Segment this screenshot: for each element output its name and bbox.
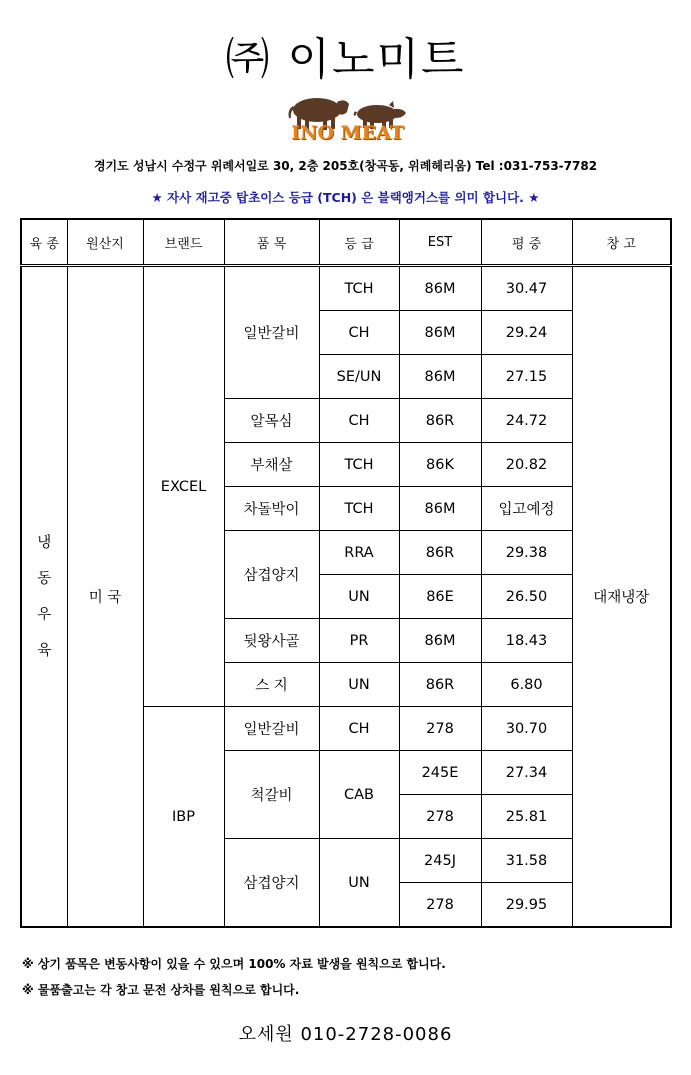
est-cell: 86R bbox=[399, 399, 481, 443]
item-cell: 일반갈비 bbox=[224, 707, 319, 751]
item-cell: 차돌박이 bbox=[224, 487, 319, 531]
weight-cell: 30.47 bbox=[481, 266, 572, 311]
warehouse-cell: 대재냉장 bbox=[572, 266, 671, 928]
weight-cell: 30.70 bbox=[481, 707, 572, 751]
item-cell: 척갈비 bbox=[224, 751, 319, 839]
weight-cell: 31.58 bbox=[481, 839, 572, 883]
grade-cell: CAB bbox=[319, 751, 399, 839]
weight-cell: 18.43 bbox=[481, 619, 572, 663]
table-header-row bbox=[21, 219, 671, 266]
origin-cell: 미 국 bbox=[67, 266, 143, 928]
item-cell: 뒷왕사골 bbox=[224, 619, 319, 663]
weight-cell: 25.81 bbox=[481, 795, 572, 839]
est-cell: 278 bbox=[399, 707, 481, 751]
header-warehouse: 창 고 bbox=[572, 219, 671, 266]
grade-cell: CH bbox=[319, 707, 399, 751]
meat-type-char: 동 bbox=[37, 570, 52, 587]
grade-cell: TCH bbox=[319, 487, 399, 531]
est-cell: 86M bbox=[399, 487, 481, 531]
grade-cell: RRA bbox=[319, 531, 399, 575]
grade-cell: PR bbox=[319, 619, 399, 663]
est-cell: 86M bbox=[399, 266, 481, 311]
footnote: ※ 물품출고는 각 창고 문전 상차를 원칙으로 합니다. bbox=[22, 983, 300, 997]
footnote: ※ 상기 품목은 변동사항이 있을 수 있으며 100% 자료 발생을 원칙으로 합니다. bbox=[22, 957, 446, 971]
company-title: ㈜ 이노미트 bbox=[225, 34, 466, 85]
header-grade: 등 급 bbox=[319, 219, 399, 266]
weight-cell: 27.15 bbox=[481, 355, 572, 399]
grade-cell: CH bbox=[319, 311, 399, 355]
item-cell: 삼겹양지 bbox=[224, 839, 319, 928]
weight-cell: 29.95 bbox=[481, 883, 572, 928]
weight-cell: 입고예정 bbox=[481, 487, 572, 531]
meat-type-cell bbox=[21, 266, 67, 928]
contact-info: 오세원 010-2728-0086 bbox=[238, 1024, 453, 1045]
est-cell: 86M bbox=[399, 355, 481, 399]
meat-type-char: 육 bbox=[37, 642, 52, 659]
notice-text: ★ 자사 재고중 탑초이스 등급 (TCH) 은 블랙앵거스를 의미 합니다. ★ bbox=[151, 190, 540, 205]
grade-cell: CH bbox=[319, 399, 399, 443]
est-cell: 86R bbox=[399, 531, 481, 575]
est-cell: 245J bbox=[399, 839, 481, 883]
meat-type-char: 우 bbox=[37, 606, 52, 623]
est-cell: 245E bbox=[399, 751, 481, 795]
item-cell: 일반갈비 bbox=[224, 266, 319, 399]
brand-cell: EXCEL bbox=[143, 266, 224, 707]
grade-cell: UN bbox=[319, 663, 399, 707]
weight-cell: 24.72 bbox=[481, 399, 572, 443]
header-est: EST bbox=[399, 219, 481, 266]
weight-cell: 26.50 bbox=[481, 575, 572, 619]
brand-cell: IBP bbox=[143, 707, 224, 928]
item-cell: 부채살 bbox=[224, 443, 319, 487]
est-cell: 86M bbox=[399, 311, 481, 355]
table-row bbox=[21, 266, 671, 311]
header-brand: 브랜드 bbox=[143, 219, 224, 266]
item-cell: 삼겹양지 bbox=[224, 531, 319, 619]
est-cell: 86M bbox=[399, 619, 481, 663]
weight-cell: 29.24 bbox=[481, 311, 572, 355]
est-cell: 278 bbox=[399, 883, 481, 928]
header-origin: 원산지 bbox=[67, 219, 143, 266]
weight-cell: 20.82 bbox=[481, 443, 572, 487]
weight-cell: 6.80 bbox=[481, 663, 572, 707]
est-cell: 86E bbox=[399, 575, 481, 619]
grade-cell: TCH bbox=[319, 443, 399, 487]
est-cell: 86R bbox=[399, 663, 481, 707]
grade-cell: UN bbox=[319, 839, 399, 928]
grade-cell: TCH bbox=[319, 266, 399, 311]
item-cell: 알목심 bbox=[224, 399, 319, 443]
stock-table bbox=[20, 218, 672, 928]
header-item: 품 목 bbox=[224, 219, 319, 266]
weight-cell: 27.34 bbox=[481, 751, 572, 795]
weight-cell: 29.38 bbox=[481, 531, 572, 575]
meat-type-char: 냉 bbox=[37, 534, 52, 551]
grade-cell: UN bbox=[319, 575, 399, 619]
item-cell: 스 지 bbox=[224, 663, 319, 707]
grade-cell: SE/UN bbox=[319, 355, 399, 399]
logo-text: INO MEAT bbox=[291, 122, 404, 144]
est-cell: 278 bbox=[399, 795, 481, 839]
header-weight: 평 중 bbox=[481, 219, 572, 266]
company-address: 경기도 성남시 수정구 위례서일로 30, 2층 205호(창곡동, 위례헤리움) Tel :031-753-7782 bbox=[93, 159, 598, 173]
est-cell: 86K bbox=[399, 443, 481, 487]
header-meat-type: 육 종 bbox=[21, 219, 67, 266]
